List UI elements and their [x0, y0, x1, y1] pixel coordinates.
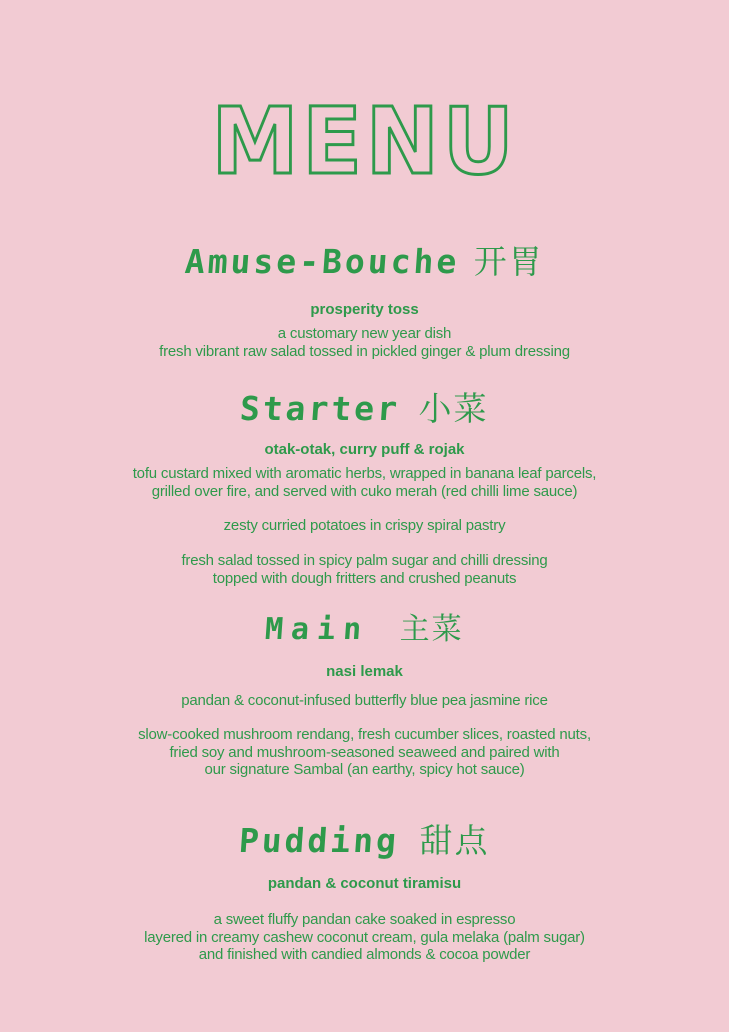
description-line: our signature Sambal (an earthy, spicy hot sauce)	[204, 761, 525, 778]
description-line: fresh salad tossed in spicy palm sugar and chilli dressing	[181, 552, 548, 569]
dish-description	[0, 465, 729, 500]
section-heading-zh: 开胃	[473, 242, 544, 281]
description-line: layered in creamy cashew coconut cream, gula melaka (palm sugar)	[144, 928, 585, 946]
section-heading-starter	[0, 383, 729, 430]
description-line: fresh vibrant raw salad tossed in pickled ginger & plum dressing	[159, 342, 570, 360]
description-line: zesty curried potatoes in crispy spiral pastry	[223, 517, 506, 534]
dish-description	[0, 911, 729, 964]
dish-name: nasi lemak	[326, 663, 403, 680]
section-heading-en: Pudding	[238, 821, 401, 860]
description-line: grilled over fire, and served with cuko merah (red chilli lime sauce)	[151, 482, 578, 500]
description-line: fried soy and mushroom-seasoned seaweed and paired with	[169, 743, 560, 761]
section-heading-en: Main	[264, 612, 371, 647]
dish-name: prosperity toss	[310, 301, 419, 318]
dish-description	[0, 517, 729, 535]
description-line: a customary new year dish	[277, 325, 452, 342]
menu-title: MENU	[211, 88, 518, 195]
section-heading-zh: 甜点	[419, 821, 490, 860]
description-line: tofu custard mixed with aromatic herbs, wrapped in banana leaf parcels,	[132, 465, 597, 482]
dish-name: pandan & coconut tiramisu	[267, 875, 462, 892]
section-heading-amuse-bouche	[0, 236, 729, 283]
description-line: a sweet fluffy pandan cake soaked in espresso	[213, 911, 516, 928]
description-line: and finished with candied almonds & cocoa powder	[198, 946, 531, 963]
dish-description	[0, 726, 729, 779]
description-line: topped with dough fritters and crushed peanuts	[212, 569, 517, 587]
description-line: pandan & coconut-infused butterfly blue pea jasmine rice	[181, 692, 548, 709]
section-heading-zh: 主菜	[399, 612, 464, 647]
section-heading-pudding	[0, 815, 729, 862]
dish-description	[0, 552, 729, 587]
dish-name: otak-otak, curry puff & rojak	[264, 441, 465, 458]
section-heading-en: Starter	[239, 389, 402, 428]
description-line: slow-cooked mushroom rendang, fresh cucumber slices, roasted nuts,	[138, 726, 591, 743]
section-heading-en: Amuse-Bouche	[183, 242, 462, 281]
section-heading-main	[0, 604, 729, 648]
dish-description	[0, 325, 729, 360]
dish-description	[0, 692, 729, 710]
section-heading-zh: 小菜	[418, 389, 489, 428]
